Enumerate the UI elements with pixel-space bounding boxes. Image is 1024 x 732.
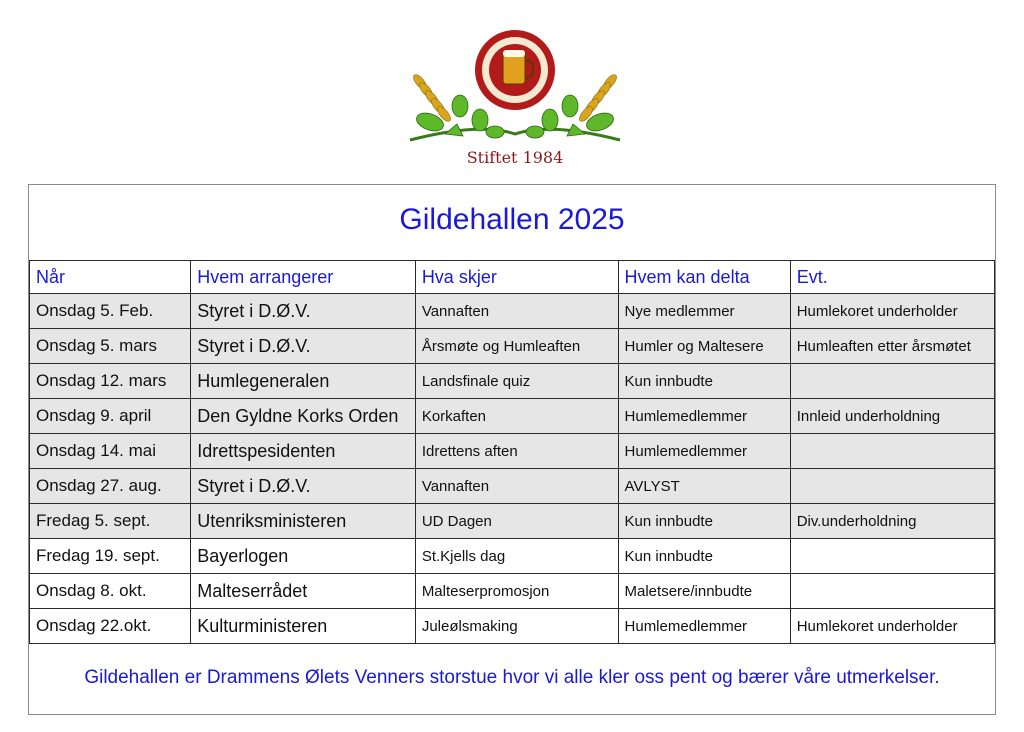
event-date: Onsdag 14. mai: [30, 434, 191, 469]
event-notes: Humlekoret underholder: [790, 609, 994, 644]
event-participants: Humlemedlemmer: [618, 399, 790, 434]
event-organizer: Utenriksministeren: [191, 504, 416, 539]
table-body: [30, 294, 995, 644]
event-title: Malteserpromosjon: [415, 574, 618, 609]
event-title: St.Kjells dag: [415, 539, 618, 574]
event-notes: [790, 469, 994, 504]
event-date: Onsdag 5. Feb.: [30, 294, 191, 329]
event-title: Årsmøte og Humleaften: [415, 329, 618, 364]
event-title: Idrettens aften: [415, 434, 618, 469]
event-notes: [790, 539, 994, 574]
event-participants: Humlemedlemmer: [618, 609, 790, 644]
table-row: [30, 399, 995, 434]
table-row: [30, 539, 995, 574]
event-date: Onsdag 22.okt.: [30, 609, 191, 644]
column-header-participants: Hvem kan delta: [618, 261, 790, 294]
event-organizer: Den Gyldne Korks Orden: [191, 399, 416, 434]
event-participants: Kun innbudte: [618, 539, 790, 574]
table-row: [30, 294, 995, 329]
table-row: [30, 504, 995, 539]
event-participants: Nye medlemmer: [618, 294, 790, 329]
footer-note: Gildehallen er Drammens Ølets Venners storstue hvor vi alle kler oss pent og bærer våre utmerkelser.: [84, 667, 940, 688]
event-organizer: Malteserrådet: [191, 574, 416, 609]
event-organizer: Styret i D.Ø.V.: [191, 294, 416, 329]
event-title: Vannaften: [415, 294, 618, 329]
event-notes: [790, 434, 994, 469]
event-title: Landsfinale quiz: [415, 364, 618, 399]
event-participants: Kun innbudte: [618, 364, 790, 399]
table-row: [30, 329, 995, 364]
event-organizer: Bayerlogen: [191, 539, 416, 574]
event-organizer: Styret i D.Ø.V.: [191, 469, 416, 504]
event-date: Onsdag 8. okt.: [30, 574, 191, 609]
table-row: [30, 469, 995, 504]
event-participants: Humler og Maltesere: [618, 329, 790, 364]
event-date: Onsdag 9. april: [30, 399, 191, 434]
event-title: Korkaften: [415, 399, 618, 434]
founded-caption: Stiftet 1984: [466, 148, 564, 167]
column-header-event: Hva skjer: [415, 261, 618, 294]
table-row: [30, 574, 995, 609]
event-organizer: Styret i D.Ø.V.: [191, 329, 416, 364]
event-participants: Kun innbudte: [618, 504, 790, 539]
event-date: Onsdag 12. mars: [30, 364, 191, 399]
event-organizer: Kulturministeren: [191, 609, 416, 644]
event-title: Juleølsmaking: [415, 609, 618, 644]
column-header-notes: Evt.: [790, 261, 994, 294]
event-notes: Humlekoret underholder: [790, 294, 994, 329]
event-date: Fredag 5. sept.: [30, 504, 191, 539]
column-header-organizer: Hvem arrangerer: [191, 261, 416, 294]
event-organizer: Idrettspesidenten: [191, 434, 416, 469]
event-participants: AVLYST: [618, 469, 790, 504]
event-notes: Div.underholdning: [790, 504, 994, 539]
table-header-row: [30, 261, 995, 294]
event-schedule-table: [29, 260, 995, 644]
club-logo: [390, 22, 640, 172]
event-notes: [790, 574, 994, 609]
event-date: Onsdag 5. mars: [30, 329, 191, 364]
event-title: UD Dagen: [415, 504, 618, 539]
event-participants: Maletsere/innbudte: [618, 574, 790, 609]
event-participants: Humlemedlemmer: [618, 434, 790, 469]
page-title: Gildehallen 2025: [399, 203, 625, 236]
event-notes: [790, 364, 994, 399]
table-row: [30, 364, 995, 399]
event-date: Fredag 19. sept.: [30, 539, 191, 574]
column-header-when: Når: [30, 261, 191, 294]
schedule-panel: [28, 184, 996, 715]
table-row: [30, 434, 995, 469]
event-organizer: Humlegeneralen: [191, 364, 416, 399]
event-notes: Innleid underholdning: [790, 399, 994, 434]
event-date: Onsdag 27. aug.: [30, 469, 191, 504]
table-row: [30, 609, 995, 644]
event-notes: Humleaften etter årsmøtet: [790, 329, 994, 364]
event-title: Vannaften: [415, 469, 618, 504]
